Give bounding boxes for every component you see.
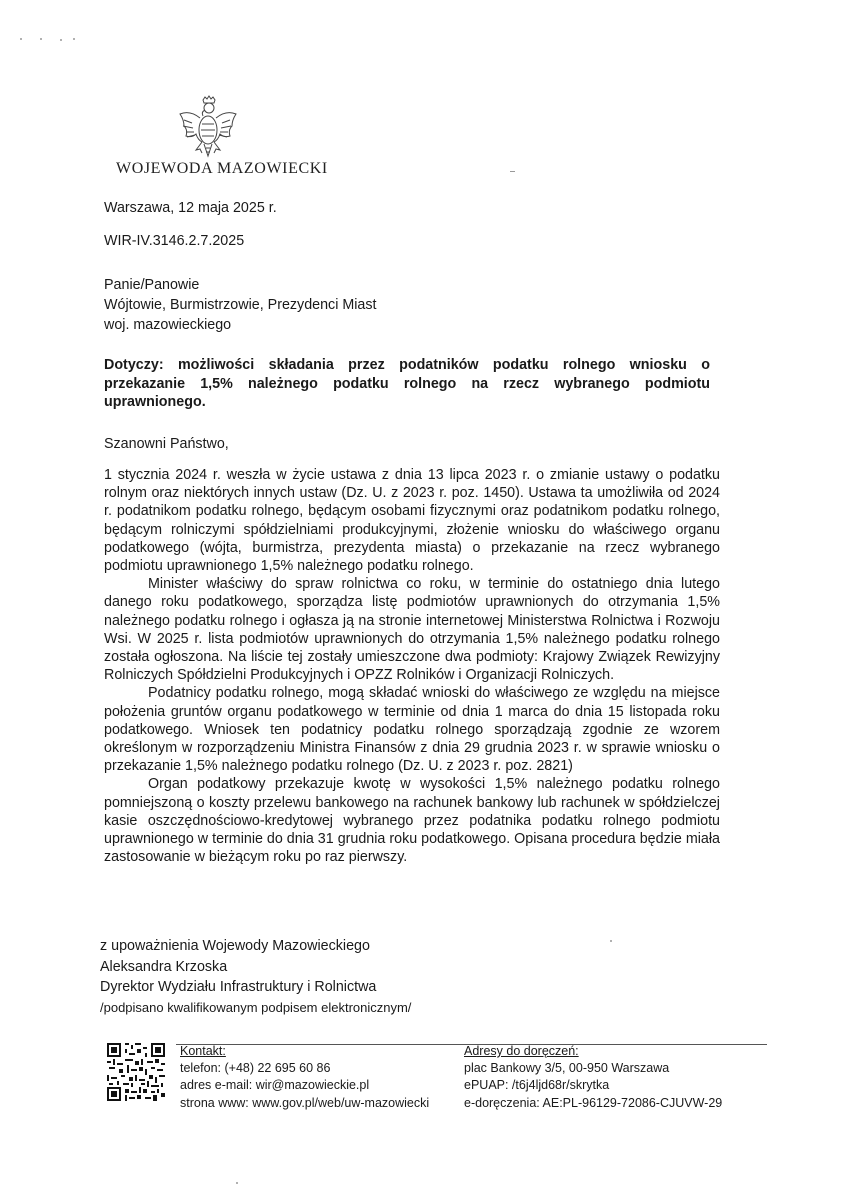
contact-email: adres e-mail: wir@mazowieckie.pl <box>180 1078 370 1093</box>
contact-website: strona www: www.gov.pl/web/uw-mazowiecki <box>180 1095 430 1110</box>
delivery-epuap: ePUAP: /t6j4ljd68r/skrytka <box>464 1078 610 1093</box>
scan-speck <box>60 39 62 41</box>
letter-date: Warszawa, 12 maja 2025 r. <box>104 200 277 216</box>
scan-speck <box>610 940 612 942</box>
signature-authorization: z upoważnienia Wojewody Mazowieckiego <box>100 938 370 954</box>
contact-phone: telefon: (+48) 22 695 60 86 <box>180 1061 331 1076</box>
salutation: Szanowni Państwo, <box>104 436 229 452</box>
signatory-title: Dyrektor Wydziału Infrastruktury i Rolnictwa <box>100 979 377 995</box>
polish-eagle-emblem-icon <box>176 94 238 160</box>
delivery-edoreczenia: e-doręczenia: AE:PL-96129-72086-CJUVW-29 <box>464 1095 723 1110</box>
qr-code-icon <box>107 1043 165 1101</box>
scan-speck <box>40 38 42 40</box>
body-paragraph: Podatnicy podatku rolnego, mogą składać wnioski do właściwego ze względu na miejsce położenia gruntów organu podatkowego w terminie od dnia 1 marca do dnia 15 listopada roku podatkowego. Wniosek ten podatnicy podatku rolnego sporządzają zgodnie ze wzorem określonym w rozporządzeniu Ministra Finansów z dnia 29 grudnia 2023 r. w sprawie wniosku o przekazanie 1,5% należnego podatku rolnego (Dz. U. z 2023 r. poz. 2821) <box>104 685 720 775</box>
signature-note: /podpisano kwalifikowanym podpisem elektronicznym/ <box>100 999 412 1015</box>
addressee-line: Wójtowie, Burmistrzowie, Prezydenci Miast <box>104 297 377 313</box>
addressee-block <box>104 275 377 335</box>
subject-line: Dotyczy: możliwości składania przez podatników podatku rolnego wniosku o przekazanie 1,5% należnego podatku rolnego na rzecz wybranego podmiotu uprawnionego. <box>104 357 710 411</box>
footer-delivery <box>464 1043 722 1112</box>
delivery-heading: Adresy do doręczeń: <box>464 1044 579 1058</box>
scan-speck <box>20 38 22 40</box>
scan-speck <box>510 171 515 172</box>
addressee-line: Panie/Panowie <box>104 277 200 293</box>
letter-body <box>104 466 720 866</box>
footer-contact <box>180 1043 429 1112</box>
signatory-name: Aleksandra Krzoska <box>100 958 228 975</box>
body-paragraph: Minister właściwy do spraw rolnictwa co roku, w terminie do ostatniego dnia lutego danego roku podatkowego, sporządza listę podmiotów uprawnionych do otrzymania 1,5% należnego podatku rolnego i ogłasza ją na stronie internetowej Ministerstwa Rolnictwa i Rozwoju Wsi. W 2025 r. lista podmiotów uprawnionych do otrzymania 1,5% należnego podatku rolnego została ogłoszona. Na liście tej zostały umieszczone dwa podmioty: Krajowy Związek Rewizyjny Rolniczych Spółdzielni Produkcyjnych i OPZZ Rolników i Organizacji Rolniczych. <box>104 576 720 684</box>
organization-name: WOJEWODA MAZOWIECKI <box>116 160 328 177</box>
addressee-line: woj. mazowieckiego <box>104 317 232 333</box>
body-paragraph: 1 stycznia 2024 r. weszła w życie ustawa z dnia 13 lipca 2023 r. o zmianie ustawy o podatku rolnym oraz niektórych innych ustaw (Dz. U. z 2023 r. poz. 1450). Ustawa ta umożliwiła od 2024 r. podatnikom podatku rolnego, będącym osobami fizycznymi oraz podatnikom podatku rolnego, będącym rolniczymi spółdzielniami produkcyjnymi, złożenie wniosku do właściwego organu podatkowego (wójta, burmistrza, prezydenta miasta) o przekazanie na rzecz wybranego podmiotu uprawnionego 1,5% należnego podatku rolnego. <box>104 467 720 575</box>
delivery-address: plac Bankowy 3/5, 00-950 Warszawa <box>464 1061 670 1076</box>
body-paragraph: Organ podatkowy przekazuje kwotę w wysokości 1,5% należnego podatku rolnego pomniejszoną o koszty przelewu bankowego na rachunek bankowy lub rachunek w spółdzielczej kasie oszczędnościowo-kredytowej wybranego przez podatnika podatku rolnego podmiotu uprawnionego w terminie do dnia 31 grudnia roku podatkowego. Opisana procedura będzie miała zastosowanie w bieżącym roku po raz pierwszy. <box>104 776 720 866</box>
signature-block <box>100 936 411 1018</box>
contact-heading: Kontakt: <box>180 1044 226 1058</box>
scan-speck <box>73 38 75 40</box>
scan-speck <box>236 1182 238 1184</box>
reference-number: WIR-IV.3146.2.7.2025 <box>104 233 245 249</box>
